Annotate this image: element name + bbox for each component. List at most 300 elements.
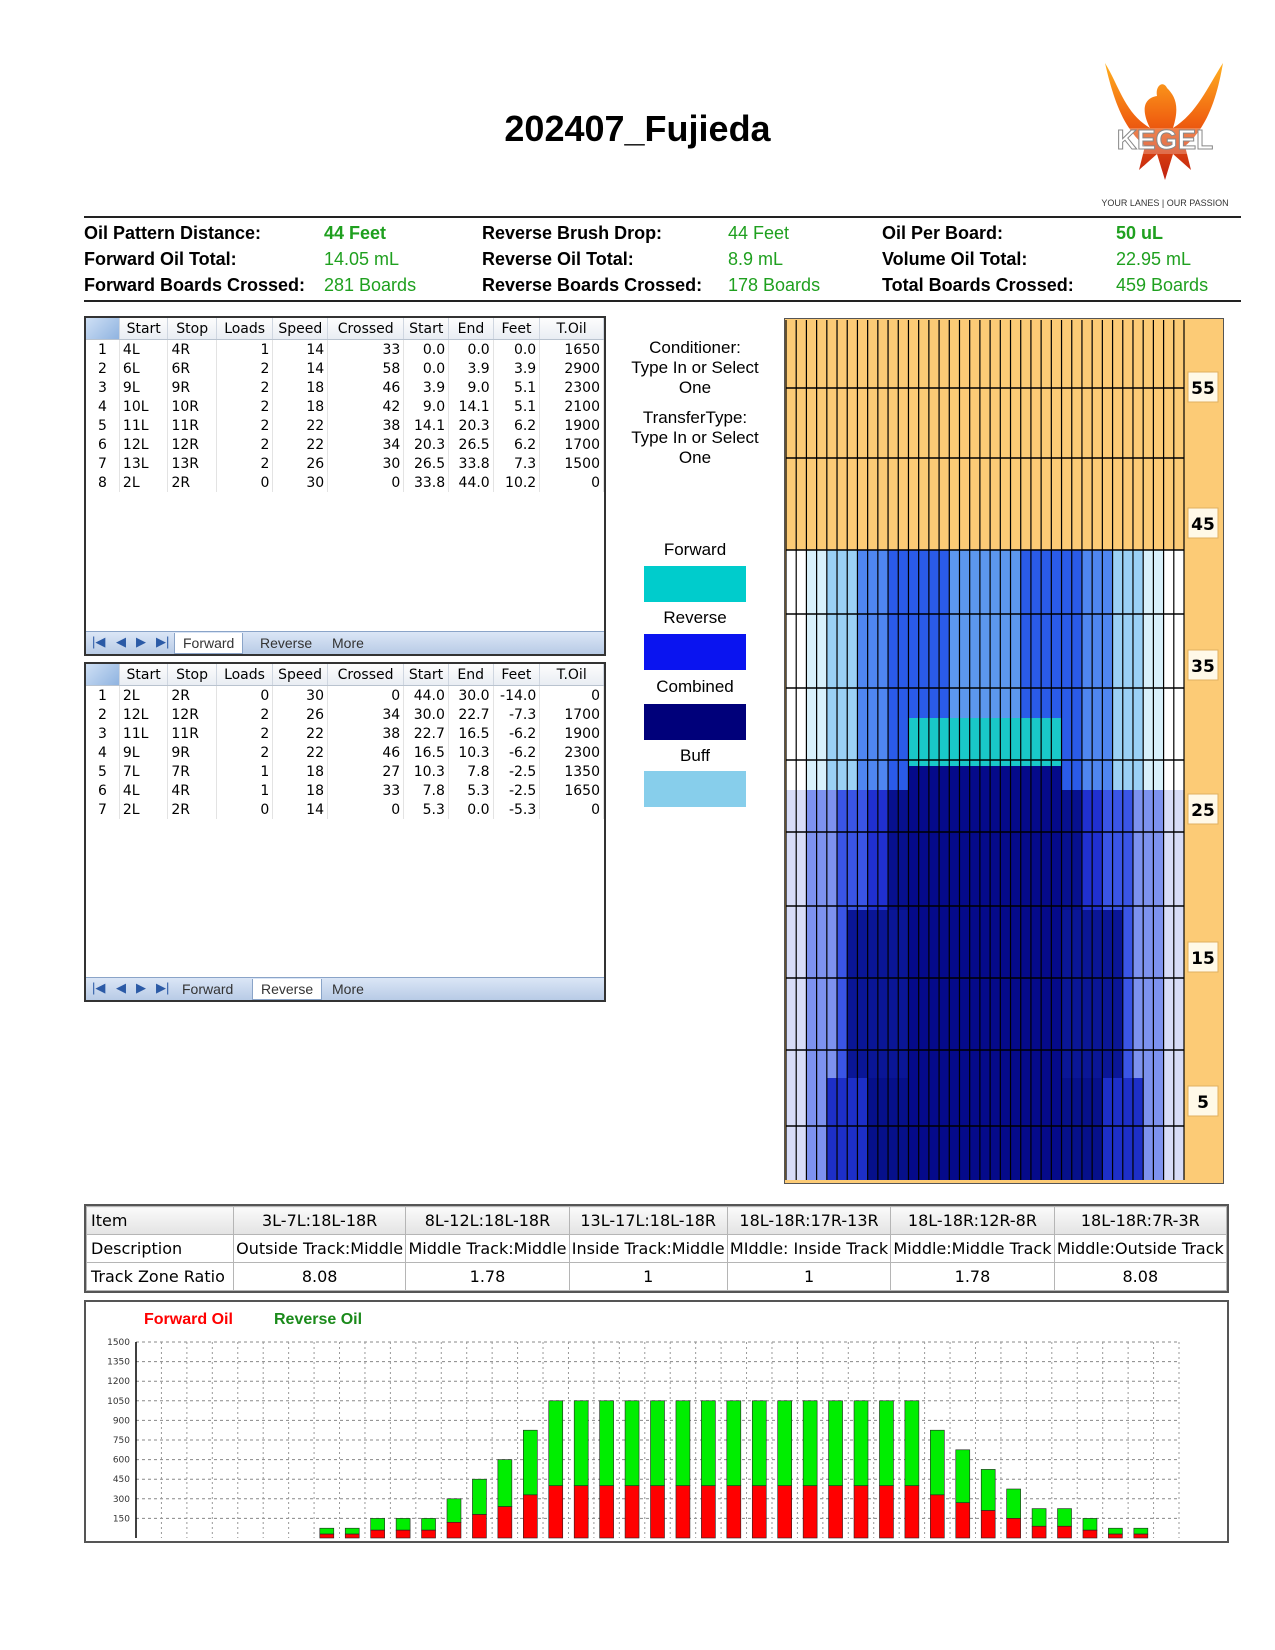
grid-cell[interactable]: 10.2 xyxy=(493,473,540,492)
grid-cell[interactable]: 12L xyxy=(119,435,168,454)
lane-oil-cell xyxy=(929,622,940,646)
grid-column-header[interactable]: T.Oil xyxy=(540,318,604,340)
grid-cell[interactable]: 11L xyxy=(119,416,168,435)
lane-oil-cell xyxy=(959,862,970,886)
grid-cell[interactable]: 2 xyxy=(216,705,272,724)
lane-oil-cell xyxy=(1153,1174,1164,1180)
grid-cell[interactable]: 1700 xyxy=(540,435,604,454)
grid-row[interactable] xyxy=(86,473,604,492)
lane-oil-cell xyxy=(1021,694,1032,718)
grid-cell[interactable]: 10L xyxy=(119,397,168,416)
row-index[interactable]: 2 xyxy=(86,359,119,378)
lane-oil-cell xyxy=(847,910,858,934)
lane-oil-cell xyxy=(980,1078,991,1102)
row-index[interactable]: 5 xyxy=(86,762,119,781)
row-index[interactable]: 3 xyxy=(86,724,119,743)
grid-cell[interactable]: 2 xyxy=(216,378,272,397)
lane-oil-cell xyxy=(837,742,848,766)
grid-row[interactable] xyxy=(86,705,604,724)
grid-cell[interactable]: 2100 xyxy=(540,397,604,416)
lane-oil-cell xyxy=(1113,694,1124,718)
lane-oil-cell xyxy=(959,1126,970,1150)
first-sheet-icon[interactable]: |◀ xyxy=(92,980,106,995)
grid-cell[interactable]: 0 xyxy=(216,473,272,492)
lane-oil-cell xyxy=(1133,1006,1144,1030)
grid-cell[interactable]: 3.9 xyxy=(404,378,449,397)
lane-oil-cell xyxy=(837,694,848,718)
grid-cell[interactable]: 4L xyxy=(119,340,168,360)
next-sheet-icon[interactable]: ▶ xyxy=(136,634,146,649)
lane-oil-cell xyxy=(1113,862,1124,886)
grid-column-header[interactable]: Feet xyxy=(493,318,540,340)
grid-column-header[interactable]: Start xyxy=(119,664,168,686)
lane-oil-cell xyxy=(898,1126,909,1150)
lane-oil-cell xyxy=(786,1054,797,1078)
grid-cell[interactable]: 14 xyxy=(273,359,328,378)
tab-more[interactable]: More xyxy=(332,981,364,997)
grid-cell[interactable]: 3.9 xyxy=(449,359,494,378)
row-index[interactable]: 3 xyxy=(86,378,119,397)
grid-column-header[interactable]: End xyxy=(448,664,493,686)
grid-cell[interactable]: 9L xyxy=(119,743,168,762)
grid-cell[interactable]: 7R xyxy=(168,762,216,781)
lane-oil-cell xyxy=(949,814,960,838)
grid-row[interactable] xyxy=(86,340,604,360)
grid-cell[interactable]: 13L xyxy=(119,454,168,473)
grid-column-header[interactable]: Loads xyxy=(216,664,272,686)
grid-row[interactable] xyxy=(86,781,604,800)
forward-sheet-tabs xyxy=(86,631,604,654)
conditioner-value[interactable]: Type In or Select One xyxy=(631,358,759,397)
grid-cell[interactable]: 2300 xyxy=(540,378,604,397)
grid-cell[interactable]: 1900 xyxy=(540,724,604,743)
grid-cell[interactable]: 27 xyxy=(327,762,403,781)
tab-forward[interactable]: Forward xyxy=(174,633,243,654)
lane-oil-cell xyxy=(919,1126,930,1150)
summary-value: 44 Feet xyxy=(324,223,387,243)
grid-column-header[interactable]: T.Oil xyxy=(540,664,604,686)
grid-column-header[interactable]: Stop xyxy=(168,318,216,340)
grid-corner[interactable] xyxy=(86,318,119,340)
grid-cell[interactable]: 1350 xyxy=(540,762,604,781)
grid-cell[interactable]: 18 xyxy=(273,397,328,416)
grid-row[interactable] xyxy=(86,359,604,378)
grid-cell[interactable]: 11L xyxy=(119,724,168,743)
grid-row[interactable] xyxy=(86,800,604,819)
grid-row[interactable] xyxy=(86,454,604,473)
grid-cell[interactable]: 2 xyxy=(216,435,272,454)
grid-cell[interactable]: 2R xyxy=(168,686,216,706)
grid-cell[interactable]: 2R xyxy=(168,473,216,492)
lane-oil-cell xyxy=(847,1078,858,1102)
row-index[interactable]: 6 xyxy=(86,781,119,800)
lane-oil-cell xyxy=(1082,622,1093,646)
lane-oil-cell xyxy=(1082,574,1093,598)
grid-cell[interactable]: 30 xyxy=(328,454,404,473)
grid-cell[interactable]: 14 xyxy=(273,340,328,360)
lane-oil-cell xyxy=(1092,550,1103,574)
lane-oil-cell xyxy=(970,1102,981,1126)
grid-cell[interactable]: 2 xyxy=(216,397,272,416)
grid-cell[interactable]: 5.3 xyxy=(404,800,449,819)
grid-cell[interactable]: 14.1 xyxy=(404,416,449,435)
lane-oil-cell xyxy=(1031,1078,1042,1102)
grid-row[interactable] xyxy=(86,378,604,397)
grid-row[interactable] xyxy=(86,435,604,454)
grid-cell[interactable]: 14.1 xyxy=(449,397,494,416)
lane-oil-cell xyxy=(1021,790,1032,814)
lane-oil-cell xyxy=(1133,670,1144,694)
grid-cell[interactable]: 22.7 xyxy=(404,724,449,743)
grid-cell[interactable]: 9R xyxy=(168,378,216,397)
grid-cell[interactable]: 26 xyxy=(273,705,328,724)
grid-cell[interactable]: 16.5 xyxy=(448,724,493,743)
lane-oil-cell xyxy=(1102,1126,1113,1150)
grid-cell[interactable]: 9.0 xyxy=(449,378,494,397)
grid-cell[interactable]: 6L xyxy=(119,359,168,378)
grid-cell[interactable]: 5.1 xyxy=(493,397,540,416)
grid-cell[interactable]: 30 xyxy=(273,686,328,706)
grid-cell[interactable]: 22.7 xyxy=(448,705,493,724)
grid-cell[interactable]: 22 xyxy=(273,724,328,743)
lane-oil-cell xyxy=(929,910,940,934)
grid-cell[interactable]: 22 xyxy=(273,435,328,454)
grid-cell[interactable]: 6R xyxy=(168,359,216,378)
grid-cell[interactable]: 9.0 xyxy=(404,397,449,416)
lane-oil-cell xyxy=(1072,1078,1083,1102)
grid-cell[interactable]: 0.0 xyxy=(493,340,540,360)
grid-cell[interactable]: 4L xyxy=(119,781,168,800)
grid-cell[interactable]: 44.0 xyxy=(404,686,449,706)
transfer-value[interactable]: Type In or Select One xyxy=(631,428,759,467)
lane-oil-cell xyxy=(898,814,909,838)
grid-cell[interactable]: 4R xyxy=(168,781,216,800)
grid-cell[interactable]: 0.0 xyxy=(404,340,449,360)
grid-cell[interactable]: 33.8 xyxy=(404,473,449,492)
lane-oil-cell xyxy=(1082,814,1093,838)
lane-oil-cell xyxy=(959,838,970,862)
last-sheet-icon[interactable]: ▶| xyxy=(156,980,170,995)
grid-cell[interactable]: 20.3 xyxy=(449,416,494,435)
grid-cell[interactable]: 20.3 xyxy=(404,435,449,454)
lane-oil-cell xyxy=(1062,862,1073,886)
grid-cell[interactable]: 11R xyxy=(168,724,216,743)
grid-column-header[interactable]: Crossed xyxy=(327,664,403,686)
grid-cell[interactable]: 26.5 xyxy=(449,435,494,454)
lane-oil-cell xyxy=(939,1126,950,1150)
grid-cell[interactable]: 1900 xyxy=(540,416,604,435)
lane-oil-cell xyxy=(1031,1174,1042,1180)
grid-cell[interactable]: -5.3 xyxy=(493,800,540,819)
grid-cell[interactable]: 11R xyxy=(168,416,216,435)
grid-row[interactable] xyxy=(86,743,604,762)
lane-oil-cell xyxy=(919,838,930,862)
grid-cell[interactable]: 1 xyxy=(216,781,272,800)
row-index[interactable]: 6 xyxy=(86,435,119,454)
grid-column-header[interactable]: Speed xyxy=(273,664,328,686)
lane-oil-cell xyxy=(878,1054,889,1078)
grid-cell[interactable]: 3.9 xyxy=(493,359,540,378)
lane-oil-cell xyxy=(827,622,838,646)
lane-oil-cell xyxy=(1102,622,1113,646)
grid-cell[interactable]: 0.0 xyxy=(404,359,449,378)
row-index[interactable]: 4 xyxy=(86,397,119,416)
lane-oil-cell xyxy=(796,622,807,646)
prev-sheet-icon[interactable]: ◀ xyxy=(116,634,126,649)
grid-cell[interactable]: 58 xyxy=(328,359,404,378)
grid-cell[interactable]: 10.3 xyxy=(448,743,493,762)
row-index[interactable]: 5 xyxy=(86,416,119,435)
lane-oil-cell xyxy=(786,766,797,790)
grid-cell[interactable]: 0 xyxy=(327,686,403,706)
grid-column-header[interactable]: Start xyxy=(119,318,168,340)
grid-cell[interactable]: 7.3 xyxy=(493,454,540,473)
grid-cell[interactable]: 6.2 xyxy=(493,435,540,454)
grid-cell[interactable]: 4R xyxy=(168,340,216,360)
grid-cell[interactable]: 7.8 xyxy=(448,762,493,781)
grid-column-header[interactable]: Speed xyxy=(273,318,328,340)
grid-cell[interactable]: 34 xyxy=(327,705,403,724)
bar-forward-oil xyxy=(829,1486,843,1538)
grid-cell[interactable]: 9L xyxy=(119,378,168,397)
grid-cell[interactable]: 22 xyxy=(273,743,328,762)
grid-column-header[interactable]: Crossed xyxy=(328,318,404,340)
grid-cell[interactable]: 2300 xyxy=(540,743,604,762)
bar-reverse-oil xyxy=(651,1401,665,1486)
grid-cell[interactable]: 44.0 xyxy=(449,473,494,492)
grid-row[interactable] xyxy=(86,724,604,743)
grid-cell[interactable]: 2R xyxy=(168,800,216,819)
grid-cell[interactable]: 0 xyxy=(216,800,272,819)
lane-oil-cell xyxy=(1164,670,1175,694)
lane-oil-cell xyxy=(898,1054,909,1078)
grid-cell[interactable]: 18 xyxy=(273,378,328,397)
lane-oil-cell xyxy=(1113,1054,1124,1078)
lane-oil-cell xyxy=(1051,1150,1062,1174)
row-index[interactable]: 8 xyxy=(86,473,119,492)
lane-oil-cell xyxy=(786,670,797,694)
grid-column-header[interactable]: Stop xyxy=(168,664,216,686)
lane-oil-cell xyxy=(1174,1126,1185,1150)
grid-cell[interactable]: 46 xyxy=(328,378,404,397)
lane-oil-cell xyxy=(827,766,838,790)
first-sheet-icon[interactable]: |◀ xyxy=(92,634,106,649)
grid-cell[interactable]: 12R xyxy=(168,435,216,454)
grid-cell[interactable]: 2 xyxy=(216,416,272,435)
lane-oil-cell xyxy=(827,982,838,1006)
grid-cell[interactable]: 10.3 xyxy=(404,762,449,781)
grid-cell[interactable]: 46 xyxy=(327,743,403,762)
grid-cell[interactable]: 38 xyxy=(328,416,404,435)
lane-oil-cell xyxy=(1123,1126,1134,1150)
grid-cell[interactable]: 2L xyxy=(119,473,168,492)
lane-oil-cell xyxy=(1051,790,1062,814)
row-index[interactable]: 7 xyxy=(86,454,119,473)
grid-cell[interactable]: -7.3 xyxy=(493,705,540,724)
lane-oil-cell xyxy=(1092,670,1103,694)
grid-cell[interactable]: 42 xyxy=(328,397,404,416)
last-sheet-icon[interactable]: ▶| xyxy=(156,634,170,649)
grid-cell[interactable]: 18 xyxy=(273,762,328,781)
grid-cell[interactable]: 1 xyxy=(216,340,272,360)
lane-oil-cell xyxy=(929,1126,940,1150)
grid-cell[interactable]: 13R xyxy=(168,454,216,473)
grid-cell[interactable]: 12R xyxy=(168,705,216,724)
grid-cell[interactable]: -2.5 xyxy=(493,781,540,800)
lane-oil-cell xyxy=(847,934,858,958)
row-index[interactable]: 2 xyxy=(86,705,119,724)
grid-cell[interactable]: 26 xyxy=(273,454,328,473)
row-index[interactable]: 1 xyxy=(86,686,119,706)
lane-oil-cell xyxy=(786,646,797,670)
grid-row[interactable] xyxy=(86,686,604,706)
grid-cell[interactable]: 10R xyxy=(168,397,216,416)
lane-oil-cell xyxy=(1082,982,1093,1006)
bar-reverse-oil xyxy=(549,1401,563,1486)
next-sheet-icon[interactable]: ▶ xyxy=(136,980,146,995)
grid-cell[interactable]: 6.2 xyxy=(493,416,540,435)
lane-oil-cell xyxy=(1153,1126,1164,1150)
lane-oil-cell xyxy=(878,1006,889,1030)
lane-oil-cell xyxy=(847,766,858,790)
tab-more[interactable]: More xyxy=(332,635,364,651)
grid-cell[interactable]: 30.0 xyxy=(448,686,493,706)
grid-cell[interactable]: 16.5 xyxy=(404,743,449,762)
grid-cell[interactable]: 1650 xyxy=(540,781,604,800)
grid-cell[interactable]: 2 xyxy=(216,454,272,473)
lane-oil-cell xyxy=(1123,742,1134,766)
row-index[interactable]: 7 xyxy=(86,800,119,819)
lane-oil-cell xyxy=(908,550,919,574)
lane-oil-cell xyxy=(1031,670,1042,694)
lane-oil-cell xyxy=(1011,550,1022,574)
grid-cell[interactable]: 5.1 xyxy=(493,378,540,397)
lane-oil-cell xyxy=(990,1078,1001,1102)
grid-cell[interactable]: 0 xyxy=(540,800,604,819)
lane-oil-cell xyxy=(1021,622,1032,646)
lane-oil-cell xyxy=(817,1102,828,1126)
grid-cell[interactable]: 0 xyxy=(216,686,272,706)
grid-cell[interactable]: -6.2 xyxy=(493,724,540,743)
lane-oil-cell xyxy=(1174,718,1185,742)
grid-cell[interactable]: 7L xyxy=(119,762,168,781)
grid-cell[interactable]: 30.0 xyxy=(404,705,449,724)
grid-cell[interactable]: 1650 xyxy=(540,340,604,360)
grid-cell[interactable]: 2L xyxy=(119,686,168,706)
tab-reverse[interactable]: Reverse xyxy=(260,635,313,651)
grid-row[interactable] xyxy=(86,397,604,416)
grid-cell[interactable]: 2 xyxy=(216,743,272,762)
grid-cell[interactable]: 2L xyxy=(119,800,168,819)
tab-forward[interactable]: Forward xyxy=(182,981,234,997)
legend-forward-label: Forward xyxy=(663,540,727,559)
grid-cell[interactable]: 5.3 xyxy=(448,781,493,800)
grid-cell[interactable]: 26.5 xyxy=(404,454,449,473)
grid-corner[interactable] xyxy=(86,664,119,686)
prev-sheet-icon[interactable]: ◀ xyxy=(116,980,126,995)
lane-oil-cell xyxy=(837,1102,848,1126)
grid-cell[interactable]: 0 xyxy=(540,686,604,706)
lane-oil-cell xyxy=(868,1150,879,1174)
grid-cell[interactable]: -6.2 xyxy=(493,743,540,762)
grid-cell[interactable]: 0.0 xyxy=(448,800,493,819)
grid-cell[interactable]: 34 xyxy=(328,435,404,454)
grid-cell[interactable]: 1 xyxy=(216,762,272,781)
lane-oil-cell xyxy=(970,814,981,838)
lane-oil-cell xyxy=(898,598,909,622)
lane-oil-cell xyxy=(949,1078,960,1102)
lane-oil-cell xyxy=(878,670,889,694)
grid-cell[interactable]: 0.0 xyxy=(449,340,494,360)
grid-cell[interactable]: 14 xyxy=(273,800,328,819)
grid-cell[interactable]: 7.8 xyxy=(404,781,449,800)
row-index[interactable]: 4 xyxy=(86,743,119,762)
lane-oil-cell xyxy=(878,1102,889,1126)
grid-cell[interactable]: 18 xyxy=(273,781,328,800)
grid-column-header[interactable]: Feet xyxy=(493,664,540,686)
bar-reverse-oil xyxy=(1134,1528,1148,1534)
lane-oil-cell xyxy=(1021,1006,1032,1030)
grid-row[interactable] xyxy=(86,416,604,435)
lane-oil-cell xyxy=(1102,934,1113,958)
bar-reverse-oil xyxy=(625,1401,639,1486)
lane-oil-cell xyxy=(806,646,817,670)
lane-oil-cell xyxy=(786,910,797,934)
lane-oil-cell xyxy=(1072,1102,1083,1126)
lane-oil-cell xyxy=(847,622,858,646)
lane-oil-cell xyxy=(817,1174,828,1180)
grid-cell[interactable]: 0 xyxy=(328,473,404,492)
grid-cell[interactable]: 22 xyxy=(273,416,328,435)
grid-cell[interactable]: 1500 xyxy=(540,454,604,473)
grid-cell[interactable]: 33 xyxy=(327,781,403,800)
grid-column-header[interactable]: Loads xyxy=(216,318,272,340)
lane-oil-cell xyxy=(847,862,858,886)
lane-oil-cell xyxy=(1011,1054,1022,1078)
grid-column-header[interactable]: Start xyxy=(404,318,449,340)
grid-cell[interactable]: 33.8 xyxy=(449,454,494,473)
lane-oil-cell xyxy=(1113,910,1124,934)
grid-cell[interactable]: 2 xyxy=(216,724,272,743)
grid-cell[interactable]: 9R xyxy=(168,743,216,762)
lane-oil-cell xyxy=(1102,814,1113,838)
bar-reverse-oil xyxy=(854,1401,868,1486)
bar-forward-oil xyxy=(625,1486,639,1538)
grid-cell[interactable]: 2 xyxy=(216,359,272,378)
grid-row[interactable] xyxy=(86,762,604,781)
grid-column-header[interactable]: End xyxy=(449,318,494,340)
grid-cell[interactable]: -2.5 xyxy=(493,762,540,781)
grid-cell[interactable]: -14.0 xyxy=(493,686,540,706)
lane-oil-cell xyxy=(929,838,940,862)
lane-oil-cell xyxy=(806,1054,817,1078)
grid-cell[interactable]: 38 xyxy=(327,724,403,743)
grid-cell[interactable]: 12L xyxy=(119,705,168,724)
grid-cell[interactable]: 0 xyxy=(327,800,403,819)
tab-reverse[interactable]: Reverse xyxy=(252,979,322,1000)
grid-cell[interactable]: 0 xyxy=(540,473,604,492)
grid-column-header[interactable]: Start xyxy=(404,664,449,686)
grid-cell[interactable]: 30 xyxy=(273,473,328,492)
lane-oil-cell xyxy=(878,646,889,670)
grid-cell[interactable]: 33 xyxy=(328,340,404,360)
row-index[interactable]: 1 xyxy=(86,340,119,360)
grid-cell[interactable]: 2900 xyxy=(540,359,604,378)
lane-oil-cell xyxy=(796,742,807,766)
grid-cell[interactable]: 1700 xyxy=(540,705,604,724)
legend-buff-label: Buff xyxy=(680,746,710,765)
lane-oil-cell xyxy=(1133,838,1144,862)
